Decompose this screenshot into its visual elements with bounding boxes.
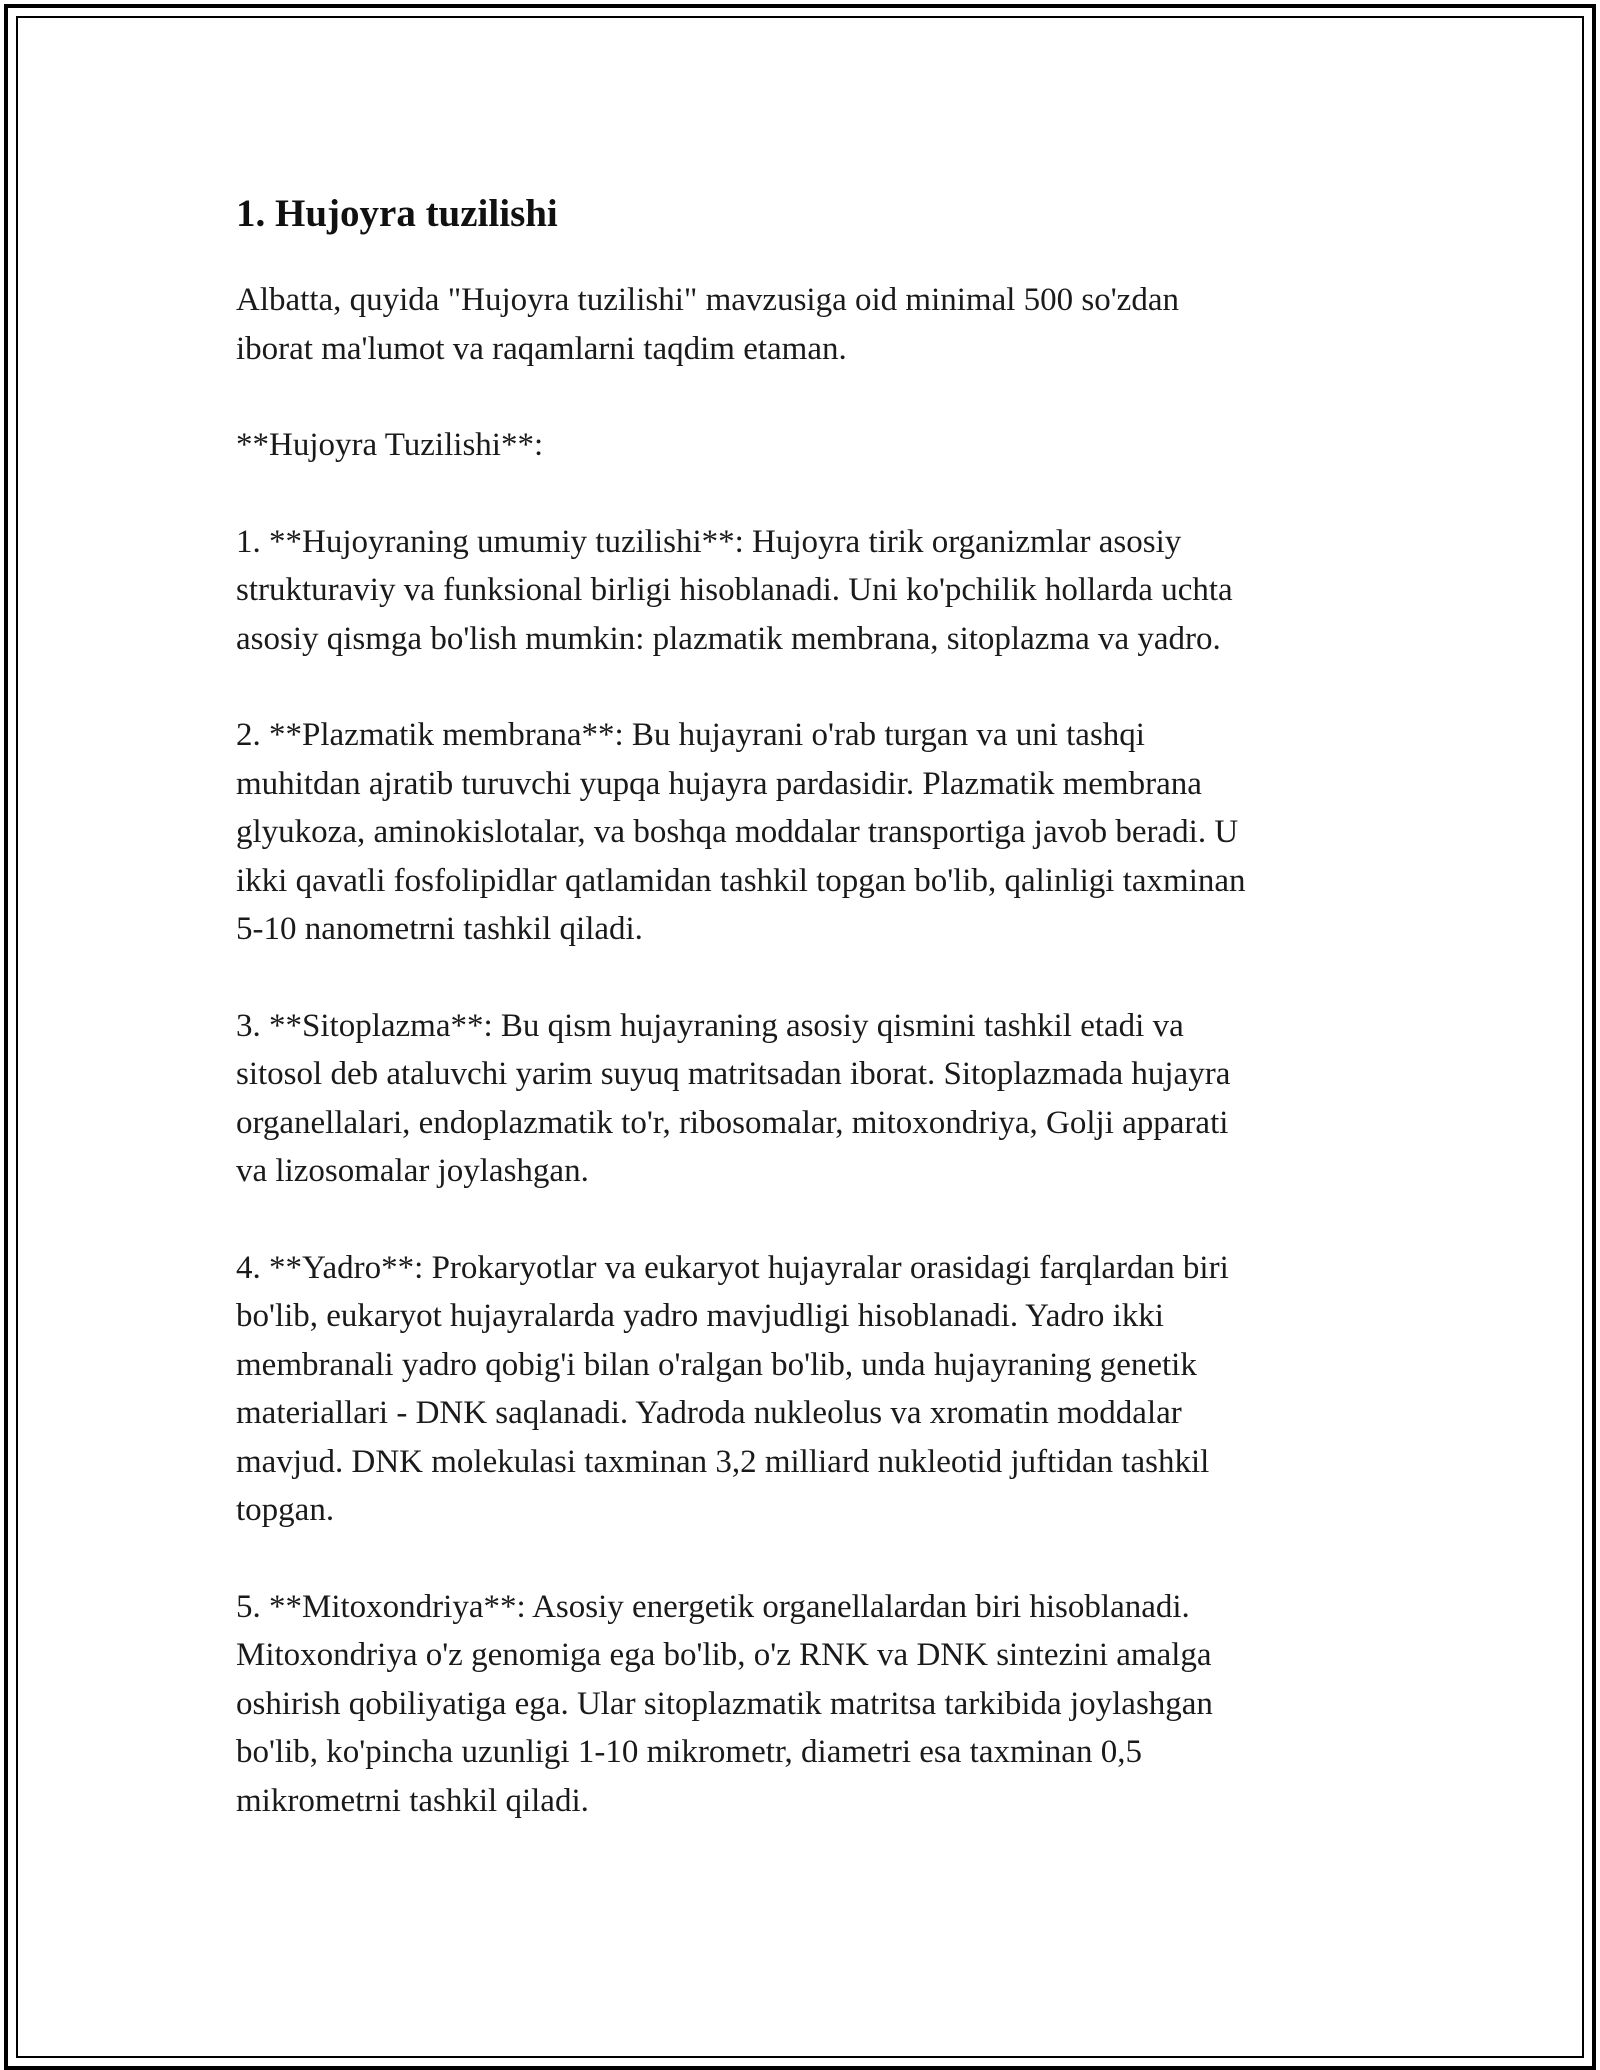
list-item-cytoplasm: 3. **Sitoplazma**: Bu qism hujayraning asosiy qismini tashkil etadi va sitosol deb ataluvchi yarim suyuq matritsadan iborat. Sitoplazmada hujayra organellalari, endoplazmatik to'r, ribosomalar, mitoxondriya, Golji apparati va lizosomalar joylashgan. [236, 1007, 1231, 1189]
list-item-plasma-membrane: 2. **Plazmatik membrana**: Bu hujayrani o'rab turgan va uni tashqi muhitdan ajratib turuvchi yupqa hujayra pardasidir. Plazmatik membrana glyukoza, aminokislotalar, va boshqa moddalar transportiga javob beradi. U ikki qavatli fosfolipidlar qatlamidan tashkil topgan bo'lib, qalinligi taxminan 5-10 nanometrni tashkil qiladi. [236, 717, 1246, 947]
list-item-mitochondria: 5. **Mitoxondriya**: Asosiy energetik organellalardan biri hisoblanadi. Mitoxondriya o'z genomiga ega bo'lib, o'z RNK va DNK sintezini amalga oshirish qobiliyatiga ega. Ular sitoplazmatik matritsa tarkibida joylashgan bo'lib, ko'pincha uzunligi 1-10 mikrometr, diametri esa taxminan 0,5 mikrometrni tashkil qiladi. [236, 1588, 1213, 1819]
intro-paragraph: Albatta, quyida "Hujoyra tuzilishi" mavzusiga oid minimal 500 so'zdan iborat ma'lumot va raqamlarni taqdim etaman. [236, 282, 1179, 367]
list-item-general-structure: 1. **Hujoyraning umumiy tuzilishi**: Hujoyra tirik organizmlar asosiy strukturaviy va funksional birligi hisoblanadi. Uni ko'pchilik hollarda uchta asosiy qismga bo'lish mumkin: plazmatik membrana, sitoplazma va yadro. [236, 523, 1233, 657]
document-title: 1. Hujoyra tuzilishi [236, 192, 558, 235]
section-heading-paragraph: **Hujoyra Tuzilishi**: [236, 427, 544, 463]
document-page [236, 186, 1386, 1873]
list-item-nucleus: 4. **Yadro**: Prokaryotlar va eukaryot hujayralar orasidagi farqlardan biri bo'lib, eukaryot hujayralarda yadro mavjudligi hisoblanadi. Yadro ikki membranali yadro qobig'i bilan o'ralgan bo'lib, unda hujayraning genetik materiallari - DNK saqlanadi. Yadroda nukleolus va xromatin moddalar mavjud. DNK molekulasi taxminan 3,2 milliard nukleotid juftidan tashkil topgan. [236, 1249, 1229, 1528]
